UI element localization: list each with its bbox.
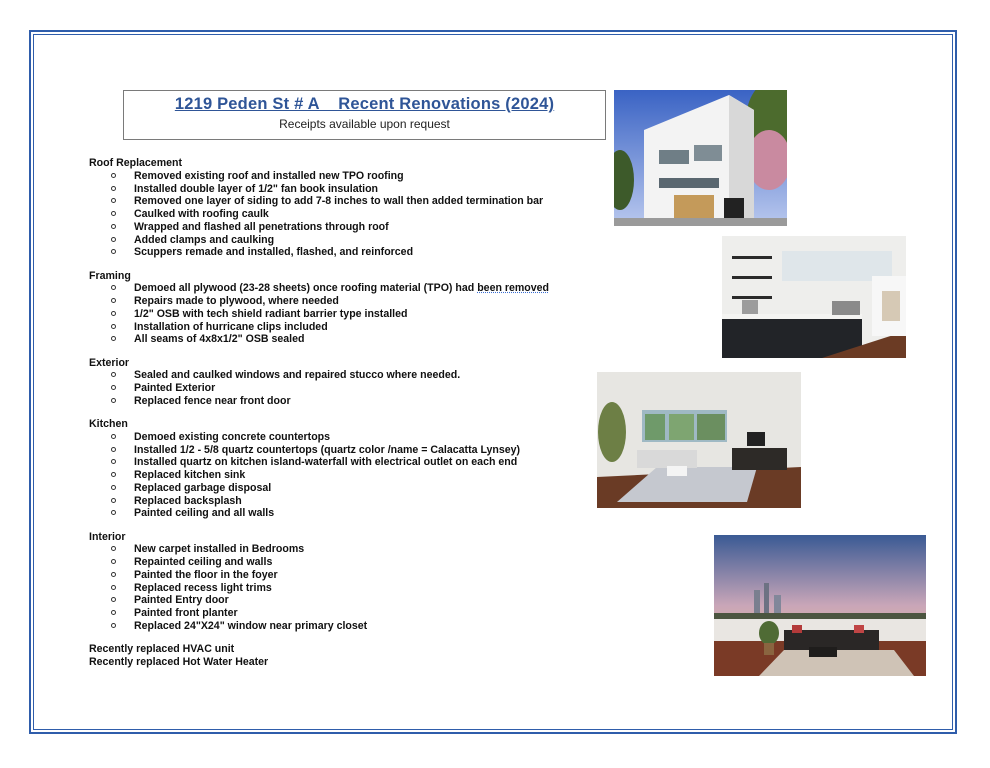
list-item bbox=[89, 607, 589, 620]
list-item bbox=[89, 456, 589, 469]
section-title-roof: Roof Replacement bbox=[89, 157, 183, 169]
bullet-icon bbox=[111, 372, 116, 377]
list-item bbox=[89, 507, 589, 520]
bullet-icon bbox=[111, 224, 116, 229]
list-item-text: Removed existing roof and installed new TPO roofing bbox=[134, 169, 404, 182]
bullet-icon bbox=[111, 173, 116, 178]
list-item-text: Replaced backsplash bbox=[134, 494, 242, 507]
section-title-exterior: Exterior bbox=[89, 356, 130, 369]
list-item bbox=[89, 295, 589, 308]
list-item bbox=[89, 582, 589, 595]
list-item bbox=[89, 308, 589, 321]
section-exterior bbox=[89, 357, 589, 408]
list-item-text: Replaced fence near front door bbox=[134, 394, 291, 407]
list-item-text: Installed quartz on kitchen island-waterfall with electrical outlet on each end bbox=[134, 456, 518, 469]
list-item-text: Wrapped and flashed all penetrations through roof bbox=[134, 220, 389, 233]
list-item-text: Painted ceiling and all walls bbox=[134, 507, 275, 520]
list-item bbox=[89, 620, 589, 633]
living-room-photo bbox=[597, 372, 801, 508]
rooftop-terrace-photo bbox=[714, 535, 926, 676]
list-item-text: Replaced 24"X24" window near primary closet bbox=[134, 619, 368, 632]
list-item-text: Painted the floor in the foyer bbox=[134, 568, 278, 581]
list-item bbox=[89, 234, 589, 247]
list-item bbox=[89, 321, 589, 334]
section-title-interior: Interior bbox=[89, 530, 126, 543]
list-item bbox=[89, 482, 589, 495]
bullet-icon bbox=[111, 186, 116, 191]
list-item-text: Installed 1/2 - 5/8 quartz countertops (quartz color /name = Calacatta Lynsey) bbox=[134, 443, 521, 456]
exterior-building-photo bbox=[614, 90, 787, 226]
list-item-text: Added clamps and caulking bbox=[134, 233, 275, 246]
bullet-icon bbox=[111, 398, 116, 403]
list-item bbox=[89, 333, 589, 346]
list-item bbox=[89, 208, 589, 221]
list-item-text: Installed double layer of 1/2" fan book insulation bbox=[134, 182, 379, 195]
list-item-text: Replaced recess light trims bbox=[134, 581, 272, 594]
bullet-icon bbox=[111, 472, 116, 477]
bullet-icon bbox=[111, 585, 116, 590]
list-item-text: Demoed all plywood (23-28 sheets) once roofing material (TPO) had bbox=[134, 282, 475, 295]
section-framing bbox=[89, 270, 589, 347]
bullet-icon bbox=[111, 623, 116, 628]
list-item-text: Removed one layer of siding to add 7-8 inches to wall then added termination bar bbox=[134, 195, 544, 208]
list-item bbox=[89, 369, 589, 382]
page-title: 1219 Peden St # A Recent Renovations (2024) bbox=[174, 95, 555, 113]
bullet-icon bbox=[111, 298, 116, 303]
section-title-kitchen: Kitchen bbox=[89, 418, 128, 430]
list-item-text: New carpet installed in Bedrooms bbox=[134, 543, 305, 556]
list-item bbox=[89, 221, 589, 234]
bullet-icon bbox=[111, 285, 116, 290]
bullet-icon bbox=[111, 324, 116, 329]
hvac-note: Recently replaced HVAC unit bbox=[89, 643, 235, 655]
list-item bbox=[89, 543, 589, 556]
section-roof bbox=[89, 157, 589, 259]
bullet-icon bbox=[111, 546, 116, 551]
list-item bbox=[89, 170, 589, 183]
list-item-text: Repairs made to plywood, where needed bbox=[134, 295, 339, 307]
list-item-text: Replaced kitchen sink bbox=[134, 469, 246, 481]
list-item-text-flagged: been removed bbox=[477, 282, 550, 295]
list-item-text: Sealed and caulked windows and repaired stucco where needed. bbox=[134, 369, 461, 382]
list-item-text: Replaced garbage disposal bbox=[134, 481, 272, 494]
bullet-icon bbox=[111, 597, 116, 602]
list-item-text: Scuppers remade and installed, flashed, and reinforced bbox=[134, 246, 414, 259]
list-item bbox=[89, 183, 589, 196]
list-item-text: Caulked with roofing caulk bbox=[134, 208, 269, 220]
bullet-icon bbox=[111, 572, 116, 577]
list-item bbox=[89, 246, 589, 259]
list-item bbox=[89, 282, 589, 295]
list-item bbox=[89, 594, 589, 607]
list-item-text: 1/2" OSB with tech shield radiant barrier type installed bbox=[134, 307, 408, 320]
bullet-icon bbox=[111, 198, 116, 203]
list-item bbox=[89, 569, 589, 582]
renovation-list bbox=[89, 157, 589, 669]
bullet-icon bbox=[111, 447, 116, 452]
section-title-framing: Framing bbox=[89, 269, 131, 282]
list-item bbox=[89, 444, 589, 457]
bullet-icon bbox=[111, 485, 116, 490]
bullet-icon bbox=[111, 336, 116, 341]
bullet-icon bbox=[111, 385, 116, 390]
list-item bbox=[89, 395, 589, 408]
list-item bbox=[89, 469, 589, 482]
bullet-icon bbox=[111, 311, 116, 316]
list-item-text: Demoed existing concrete countertops bbox=[134, 430, 331, 443]
title-box bbox=[123, 90, 606, 140]
list-item-text: Painted Entry door bbox=[134, 594, 229, 607]
list-item-text: Painted Exterior bbox=[134, 382, 216, 394]
bullet-icon bbox=[111, 434, 116, 439]
bullet-icon bbox=[111, 211, 116, 216]
water-heater-note: Recently replaced Hot Water Heater bbox=[89, 655, 269, 668]
list-item-text: Installation of hurricane clips included bbox=[134, 320, 328, 333]
list-item bbox=[89, 195, 589, 208]
bullet-icon bbox=[111, 459, 116, 464]
section-interior bbox=[89, 531, 589, 633]
section-kitchen bbox=[89, 418, 589, 520]
bullet-icon bbox=[111, 559, 116, 564]
list-item bbox=[89, 556, 589, 569]
page-subtitle: Receipts available upon request bbox=[279, 117, 450, 131]
list-item-text: All seams of 4x8x1/2" OSB sealed bbox=[134, 333, 305, 346]
kitchen-photo bbox=[722, 236, 906, 358]
bullet-icon bbox=[111, 510, 116, 515]
list-item-text: Repainted ceiling and walls bbox=[134, 556, 273, 568]
bullet-icon bbox=[111, 237, 116, 242]
list-item-text: Painted front planter bbox=[134, 607, 238, 619]
bullet-icon bbox=[111, 610, 116, 615]
list-item bbox=[89, 431, 589, 444]
list-item bbox=[89, 495, 589, 508]
bullet-icon bbox=[111, 249, 116, 254]
list-item bbox=[89, 382, 589, 395]
bullet-icon bbox=[111, 498, 116, 503]
